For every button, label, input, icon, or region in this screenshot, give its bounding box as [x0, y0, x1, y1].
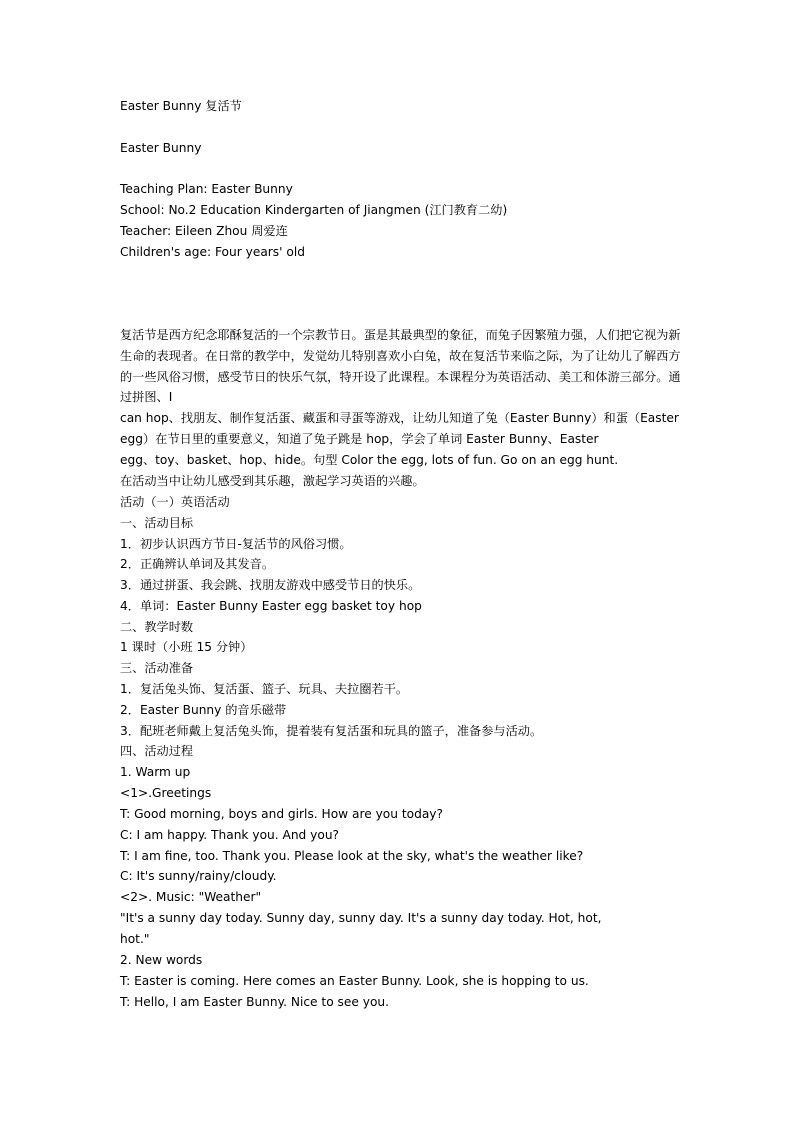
info-school: School: No.2 Education Kindergarten of Jiangmen (江门教育二幼) [120, 203, 508, 217]
list-item: 2．正确辨认单词及其发音。 [120, 557, 275, 571]
intro-line: 在活动当中让幼儿感受到其乐趣，激起学习英语的兴趣。 [120, 474, 425, 488]
section-heading: 三、活动准备 [120, 661, 194, 675]
dialogue-line: C: It's sunny/rainy/cloudy. [120, 869, 277, 883]
list-item: 1．复活兔头饰、复活蛋、篮子、玩具、夫拉圈若干。 [120, 682, 409, 696]
document-title: Easter Bunny 复活节 [120, 99, 242, 113]
list-item: 1．初步认识西方节日-复活节的风俗习惯。 [120, 537, 352, 551]
dialogue-line: T: Easter is coming. Here comes an Easter Bunny. Look, she is hopping to us. [120, 974, 589, 988]
section-heading: 活动（一）英语活动 [120, 495, 230, 509]
info-teaching-plan: Teaching Plan: Easter Bunny [120, 182, 293, 196]
list-item: 4．单词：Easter Bunny Easter egg basket toy hop [120, 599, 422, 613]
intro-line: egg、toy、basket、hop、hide。句型 Color the egg, lots of fun. Go on an egg hunt. [120, 453, 619, 467]
list-item: 2. New words [120, 953, 203, 967]
section-heading: 二、教学时数 [120, 620, 194, 634]
intro-line: 复活节是西方纪念耶酥复活的一个宗教节日。蛋是其最典型的象征，而兔子因繁殖力强，人们把它视为新 [120, 328, 681, 342]
section-heading: 四、活动过程 [120, 744, 194, 758]
intro-line: 生命的表现者。在日常的教学中，发觉幼儿特别喜欢小白兔，故在复活节来临之际，为了让幼儿了解西方 [120, 349, 681, 363]
document-subtitle: Easter Bunny [120, 141, 202, 155]
dialogue-line: T: Hello, I am Easter Bunny. Nice to see you. [120, 995, 390, 1009]
list-item: 1. Warm up [120, 765, 191, 779]
section-heading: 一、活动目标 [120, 516, 194, 530]
dialogue-line: C: I am happy. Thank you. And you? [120, 828, 340, 842]
list-item: 1 课时（小班 15 分钟） [120, 640, 253, 654]
intro-line: can hop、找朋友、制作复活蛋、藏蛋和寻蛋等游戏，让幼儿知道了兔（Easter Bunny）和蛋（Easter [120, 411, 679, 425]
list-item: 3．配班老师戴上复活兔头饰，提着装有复活蛋和玩具的篮子，准备参与活动。 [120, 724, 543, 738]
intro-line: egg）在节日里的重要意义，知道了兔子跳是 hop，学会了单词 Easter Bunny、Easter [120, 432, 599, 446]
dialogue-line: T: Good morning, boys and girls. How are you today? [120, 807, 443, 821]
dialogue-line: T: I am fine, too. Thank you. Please look at the sky, what's the weather like? [120, 849, 584, 863]
intro-line: 的一些风俗习惯，感受节日的快乐气氛，特开设了此课程。本课程分为英语活动、美工和体游三部分。通 [120, 370, 681, 384]
song-lyric-line: hot." [120, 932, 150, 946]
list-item: <1>.Greetings [120, 786, 212, 800]
info-childrens-age: Children's age: Four years' old [120, 245, 305, 259]
info-teacher: Teacher: Eileen Zhou 周爱连 [120, 224, 288, 238]
intro-line: 过拼图、I [120, 390, 173, 404]
list-item: <2>. Music: "Weather" [120, 890, 262, 904]
list-item: 2．Easter Bunny 的音乐磁带 [120, 703, 287, 717]
list-item: 3．通过拼蛋、我会跳、找朋友游戏中感受节日的快乐。 [120, 578, 421, 592]
song-lyric-line: "It's a sunny day today. Sunny day, sunny day. It's a sunny day today. Hot, hot, [120, 911, 602, 925]
